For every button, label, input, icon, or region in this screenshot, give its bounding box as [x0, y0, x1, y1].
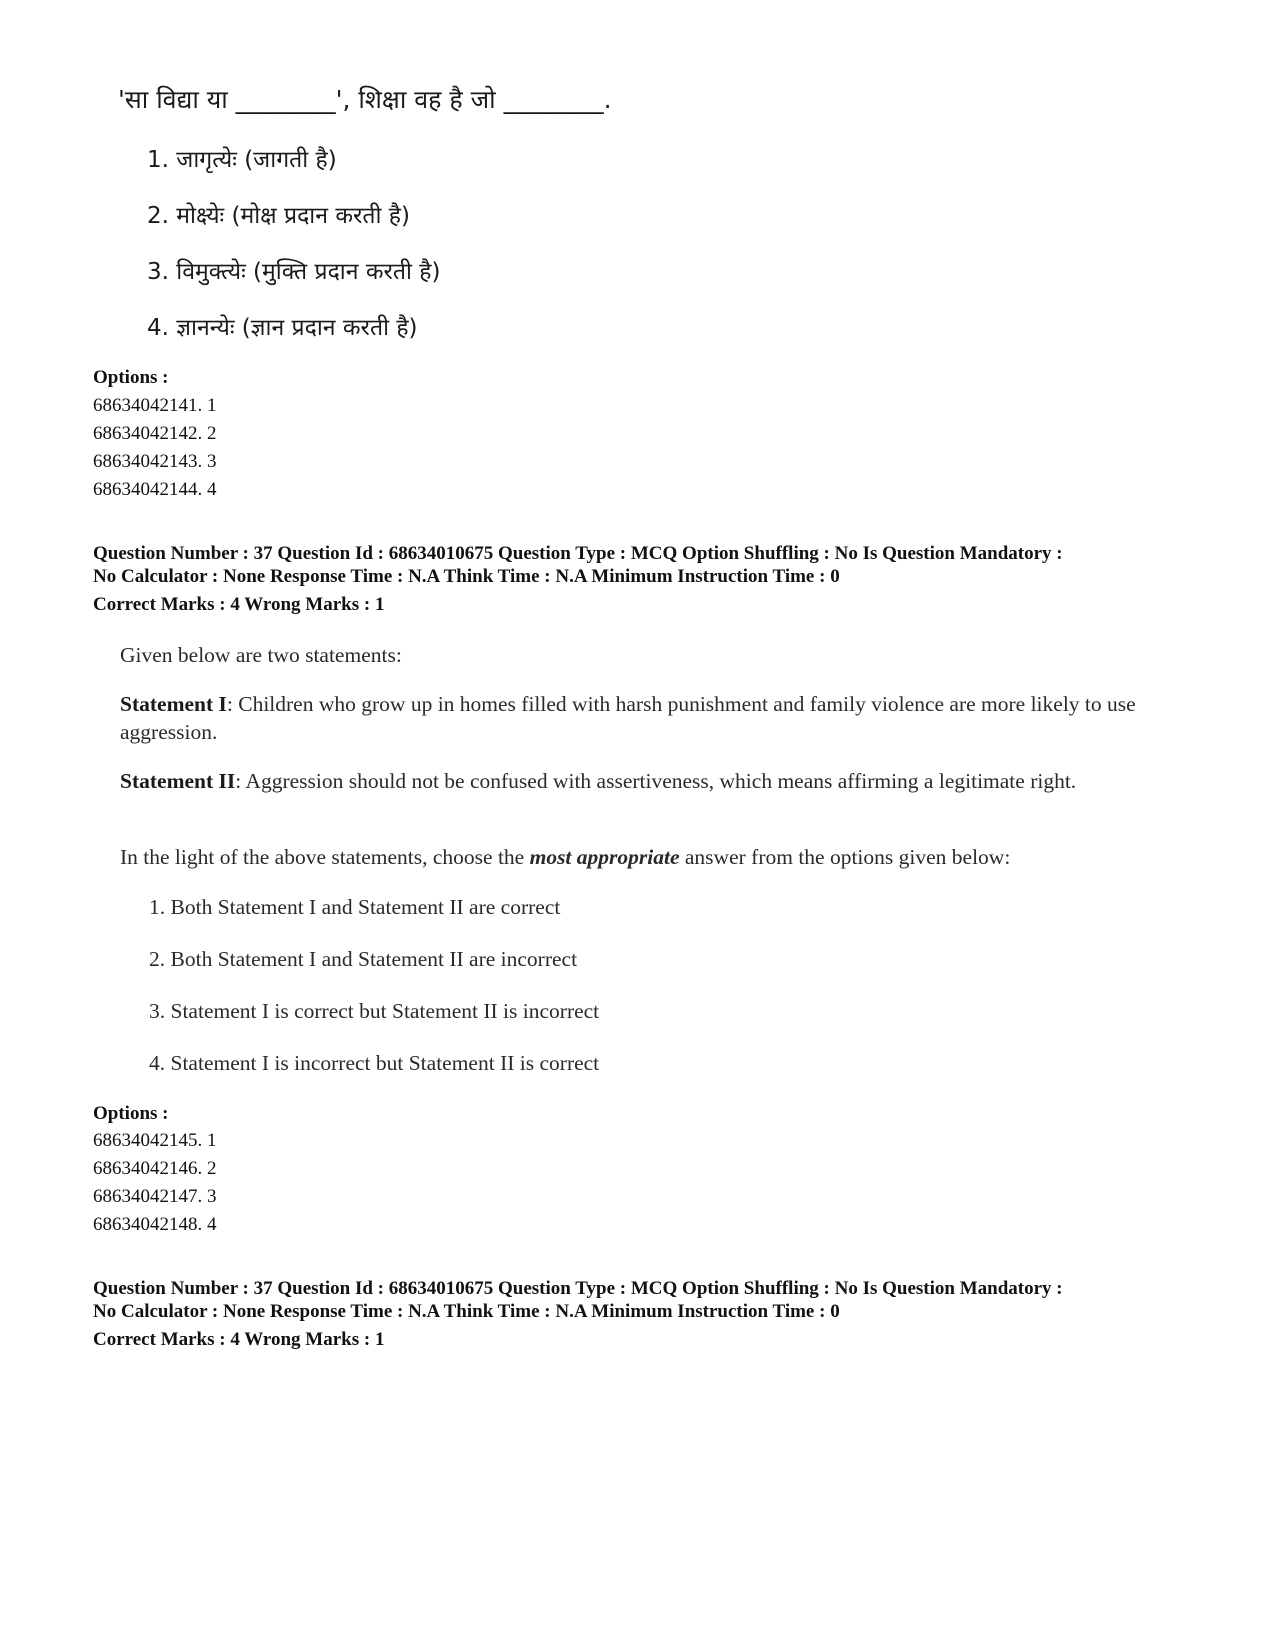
answer-choice-2: 2. Both Statement I and Statement II are incorrect: [149, 947, 578, 971]
option-id-line: 68634042143. 3: [93, 451, 217, 472]
statement-2-label: Statement II: [120, 769, 236, 793]
option-id-line: 68634042145. 1: [93, 1130, 217, 1151]
option-id-line: 68634042144. 4: [93, 479, 217, 500]
question-prompt: [120, 843, 1140, 871]
statement-2: [120, 767, 1140, 795]
hindi-choice-2: 2. मोक्ष्येः (मोक्ष प्रदान करती है): [147, 203, 410, 229]
answer-choice-3: 3. Statement I is correct but Statement II is incorrect: [149, 999, 600, 1023]
statement-1-label: Statement I: [120, 692, 227, 716]
option-id-line: 68634042146. 2: [93, 1158, 217, 1179]
answer-choice-1: 1. Both Statement I and Statement II are correct: [149, 895, 561, 919]
question-meta-line-2: No Calculator : None Response Time : N.A Think Time : N.A Minimum Instruction Time : 0: [93, 566, 840, 587]
question-intro: Given below are two statements:: [120, 643, 402, 667]
hindi-choice-1: 1. जागृत्येः (जागती है): [147, 147, 337, 173]
hindi-choice-4: 4. ज्ञानन्येः (ज्ञान प्रदान करती है): [147, 315, 418, 341]
question-marks: Correct Marks : 4 Wrong Marks : 1: [93, 1329, 385, 1350]
prompt-text: In the light of the above statements, choose the: [120, 845, 530, 869]
answer-choice-4: 4. Statement I is incorrect but Statement II is correct: [149, 1051, 600, 1075]
option-id-line: 68634042141. 1: [93, 395, 217, 416]
option-id-line: 68634042147. 3: [93, 1186, 217, 1207]
statement-1: [120, 690, 1140, 746]
option-id-line: 68634042142. 2: [93, 423, 217, 444]
question-meta-line-2: No Calculator : None Response Time : N.A Think Time : N.A Minimum Instruction Time : 0: [93, 1301, 840, 1322]
question-meta-line-1: Question Number : 37 Question Id : 68634010675 Question Type : MCQ Option Shuffling : No Is Question Mandatory :: [93, 543, 1063, 564]
options-label: Options :: [93, 1103, 169, 1124]
prompt-text: answer from the options given below:: [679, 845, 1011, 869]
option-id-line: 68634042148. 4: [93, 1214, 217, 1235]
statement-1-text: : Children who grow up in homes filled with harsh punishment and family violence are more likely to use aggression.: [120, 692, 1136, 744]
hindi-question-stem: 'सा विद्या या ________', शिक्षा वह है जो ________.: [118, 85, 612, 114]
options-label: Options :: [93, 367, 169, 388]
hindi-choice-3: 3. विमुक्त्येः (मुक्ति प्रदान करती है): [147, 259, 441, 285]
question-meta-line-1: Question Number : 37 Question Id : 68634010675 Question Type : MCQ Option Shuffling : No Is Question Mandatory :: [93, 1278, 1063, 1299]
statement-2-text: : Aggression should not be confused with assertiveness, which means affirming a legitimate right.: [235, 769, 1077, 793]
prompt-emphasis: most appropriate: [529, 845, 680, 869]
question-marks: Correct Marks : 4 Wrong Marks : 1: [93, 594, 385, 615]
